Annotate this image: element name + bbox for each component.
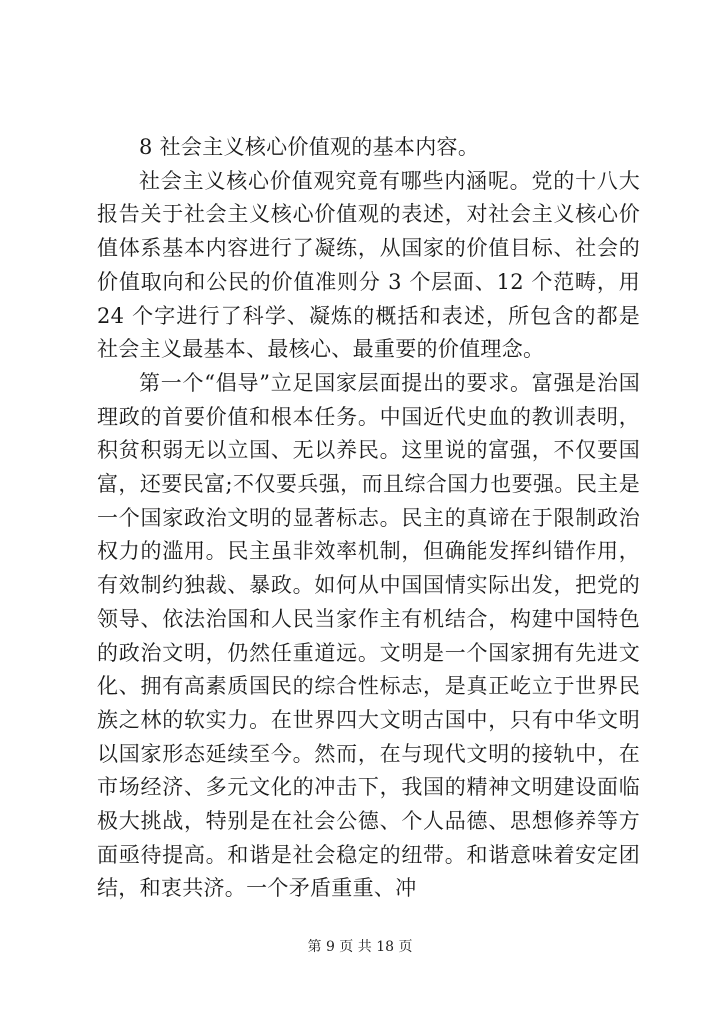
paragraph-1: 社会主义核心价值观究竟有哪些内涵呢。党的十八大报告关于社会主义核心价值观的表述，对社会主义核心价值体系基本内容进行了凝练，从国家的价值目标、社会的价值取向和公民的价值准则分 3 个层面、12 个范畴，用 24 个字进行了科学、凝炼的概括和表述，所包含的都是社会主义最基本、最核心、最重要的价值理念。 bbox=[97, 168, 640, 362]
section-heading: 8 社会主义核心价值观的基本内容。 bbox=[139, 135, 480, 159]
paragraph-2: 第一个“倡导”立足国家层面提出的要求。富强是治国理政的首要价值和根本任务。中国近代史血的教训表明，积贫积弱无以立国、无以养民。这里说的富强，不仅要国富，还要民富;不仅要兵强，而且综合国力也要强。民主是一个国家政治文明的显著标志。民主的真谛在于限制政治权力的滥用。民主虽非效率机制，但确能发挥纠错作用，有效制约独裁、暴政。如何从中国国情实际出发，把党的领导、依法治国和人民当家作主有机结合，构建中国特色的政治文明，仍然任重道远。文明是一个国家拥有先进文化、拥有高素质国民的综合性标志，是真正屹立于世界民族之林的软实力。在世界四大文明古国中，只有中华文明以国家形态延续至今。然而，在与现代文明的接轨中，在市场经济、多元文化的冲击下，我国的精神文明建设面临极大挑战，特别是在社会公德、个人品德、思想修养等方面亟待提高。和谐是社会稳定的纽带。和谐意味着安定团结，和衷共济。一个矛盾重重、冲 bbox=[97, 370, 640, 901]
document-body bbox=[97, 131, 640, 906]
page-footer: 第 9 页 共 18 页 bbox=[307, 939, 413, 955]
